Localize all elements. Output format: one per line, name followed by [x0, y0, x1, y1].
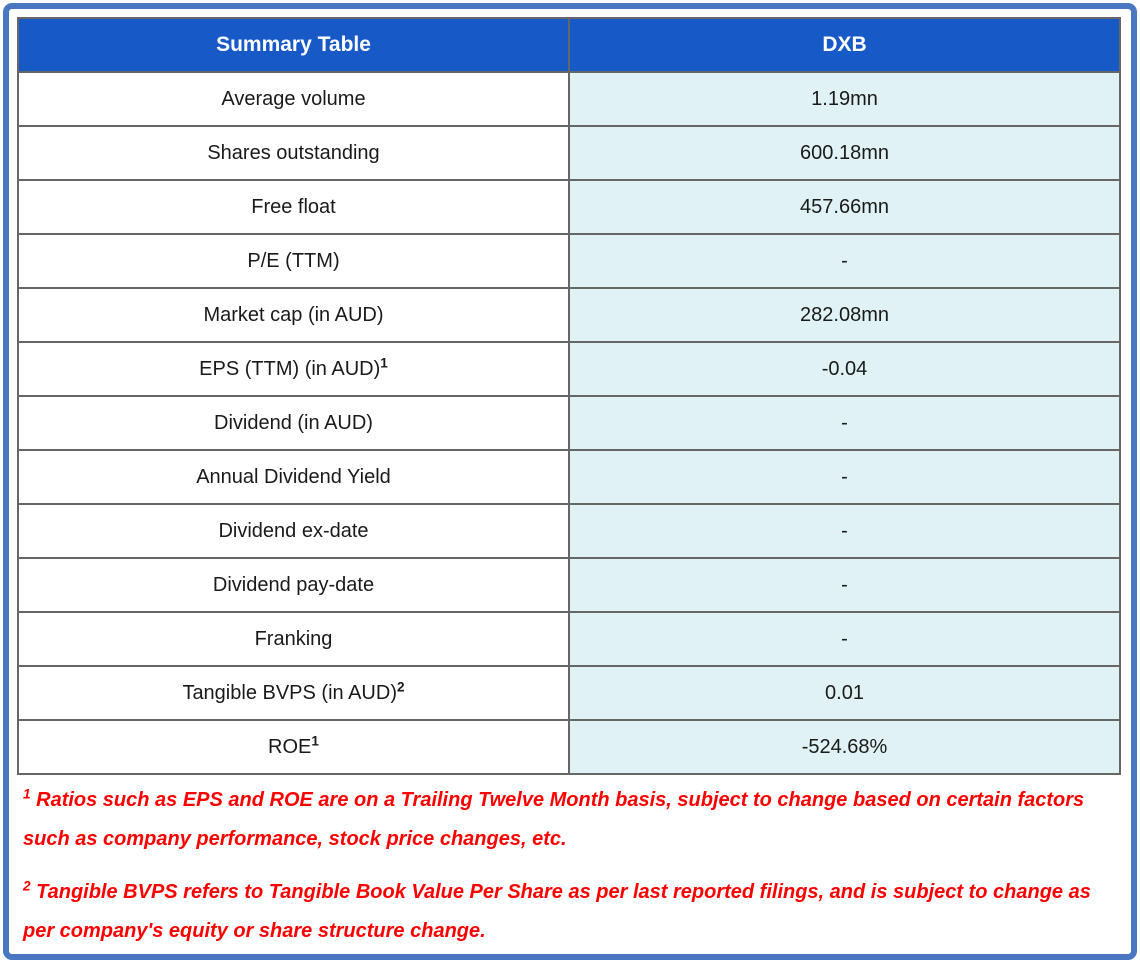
table-row — [18, 666, 1120, 720]
summary-table — [17, 17, 1121, 775]
metric-value-cell — [569, 72, 1120, 126]
footnotes-section — [23, 781, 1119, 951]
metric-label-cell — [18, 558, 569, 612]
metric-label: Franking — [254, 627, 333, 650]
table-row — [18, 612, 1120, 666]
table-row — [18, 234, 1120, 288]
metric-label-superscript: 2 — [396, 678, 405, 694]
metric-value: 1.19mn — [811, 87, 878, 110]
metric-label: Annual Dividend Yield — [196, 465, 391, 488]
table-row — [18, 288, 1120, 342]
metric-label: Dividend pay-date — [212, 573, 375, 596]
metric-value: - — [841, 249, 848, 272]
metric-label: ROE — [268, 735, 312, 758]
metric-value: 0.01 — [825, 681, 864, 704]
table-row — [18, 504, 1120, 558]
metric-value-cell — [569, 558, 1120, 612]
footnote-2-text: Tangible BVPS refers to Tangible Book Value Per Share as per last reported filings, and is subject to change as per company's equity or share structure change. — [23, 881, 1091, 942]
metric-label: P/E (TTM) — [247, 249, 340, 272]
metric-label-superscript: 1 — [380, 354, 388, 370]
table-row — [18, 450, 1120, 504]
metric-value-cell — [569, 720, 1120, 774]
metric-value-cell — [569, 396, 1120, 450]
table-row — [18, 180, 1120, 234]
metric-label: Average volume — [221, 87, 366, 110]
metric-label-cell — [18, 504, 569, 558]
metric-label-cell — [18, 396, 569, 450]
footnote-2-superscript: 2 — [23, 878, 31, 894]
table-row — [18, 558, 1120, 612]
header-row — [18, 18, 1120, 72]
metric-label-superscript: 1 — [311, 732, 319, 748]
header-cell-ticker-dxb: DXB — [569, 18, 1120, 72]
metric-value-cell — [569, 666, 1120, 720]
metric-value: -524.68% — [801, 735, 888, 758]
metric-value-cell — [569, 180, 1120, 234]
metric-value: - — [841, 465, 848, 488]
metric-value: 457.66mn — [800, 195, 889, 218]
table-row — [18, 126, 1120, 180]
metric-label-cell — [18, 234, 569, 288]
metric-label: Tangible BVPS (in AUD) — [182, 681, 397, 704]
metric-label: EPS (TTM) (in AUD) — [199, 357, 381, 380]
metric-label: Shares outstanding — [207, 141, 380, 164]
metric-label-cell — [18, 450, 569, 504]
footnote-1-superscript: 1 — [23, 786, 31, 802]
metric-value-cell — [569, 450, 1120, 504]
metric-value: 282.08mn — [800, 303, 889, 326]
metric-value: -0.04 — [821, 357, 868, 380]
metric-value: 600.18mn — [800, 141, 889, 164]
metric-value-cell — [569, 504, 1120, 558]
metric-value: - — [841, 573, 848, 596]
metric-label-cell — [18, 666, 569, 720]
metric-value-cell — [569, 126, 1120, 180]
outer-frame — [3, 3, 1137, 960]
footnote-1-text: Ratios such as EPS and ROE are on a Trailing Twelve Month basis, subject to change based on certain factors such as company performance, stock price changes, etc. — [23, 789, 1085, 850]
metric-value-cell — [569, 612, 1120, 666]
metric-label: Dividend ex-date — [218, 519, 369, 542]
metric-label-cell — [18, 72, 569, 126]
footnote-1 — [23, 781, 1119, 859]
metric-value: - — [841, 411, 848, 434]
table-row — [18, 720, 1120, 774]
metric-label-cell — [18, 342, 569, 396]
footnote-2 — [23, 873, 1119, 951]
table-body — [18, 72, 1120, 774]
table-row — [18, 342, 1120, 396]
metric-value-cell — [569, 234, 1120, 288]
table-row — [18, 72, 1120, 126]
metric-value: - — [841, 519, 848, 542]
metric-value-cell — [569, 342, 1120, 396]
metric-label: Market cap (in AUD) — [203, 303, 384, 326]
metric-label: Free float — [251, 195, 336, 218]
metric-label-cell — [18, 126, 569, 180]
metric-label-cell — [18, 288, 569, 342]
header-cell-summary-table: Summary Table — [18, 18, 569, 72]
content-area — [17, 17, 1123, 965]
table-row — [18, 396, 1120, 450]
metric-value: - — [841, 627, 848, 650]
metric-label-cell — [18, 612, 569, 666]
metric-label-cell — [18, 180, 569, 234]
metric-label-cell — [18, 720, 569, 774]
metric-value-cell — [569, 288, 1120, 342]
metric-label: Dividend (in AUD) — [214, 411, 373, 434]
